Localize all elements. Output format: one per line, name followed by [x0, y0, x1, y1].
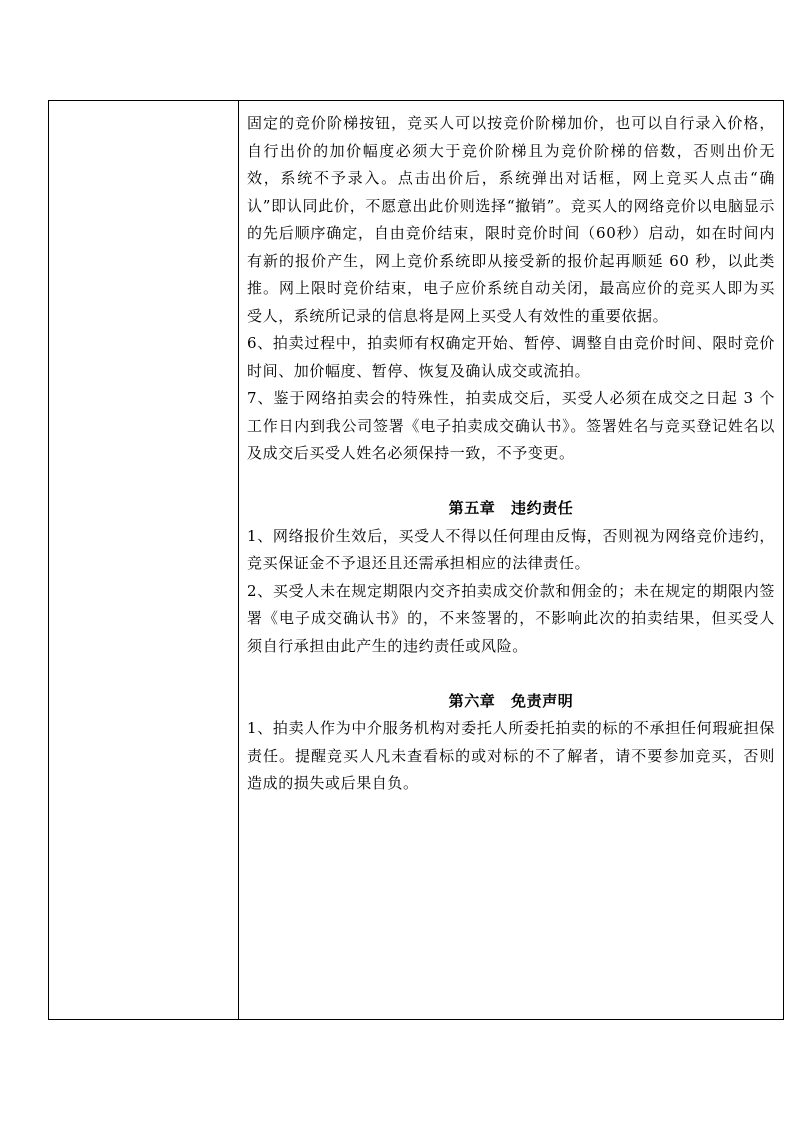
table-right-cell — [239, 101, 783, 1019]
online-auction-confirmation-paragraph: 7、鉴于网络拍卖会的特殊性，拍卖成交后，买受人必须在成交之日起 3 个工作日内到我公司签署《电子拍卖成交确认书》。签署姓名与竞买登记姓名以及成交后买受人姓名必须保持一致，不予变更。 — [247, 389, 775, 462]
chapter-6-clause-1: 1、拍卖人作为中介服务机构对委托人所委托拍卖的标的不承担任何瑕疵担保责任。提醒竞买人凡未查看标的或对标的不了解者，请不要参加竞买，否则造成的损失或后果自负。 — [247, 719, 775, 792]
chapter-5-heading: 第五章 违约责任 — [448, 499, 574, 517]
chapter-6-heading: 第六章 免责声明 — [448, 691, 574, 710]
section-spacer — [247, 660, 775, 688]
table-left-cell — [49, 101, 239, 1019]
bidding-rules-paragraph: 固定的竞价阶梯按钮，竞买人可以按竞价阶梯加价，也可以自行录入价格，自行出价的加价幅度必须大于竞价阶梯且为竞价阶梯的倍数，否则出价无效，系统不予录入。点击出价后，系统弹出对话框，网上竞买人点击“确认”即认同此价，不愿意出此价则选择“撤销”。竞买人的网络竞价以电脑显示的先后顺序确定，自由竞价结束，限时竞价时间（60秒）启动，如在时间内有新的报价产生，网上竞价系统即从接受新的报价起再顺延 60 秒，以此类推。网上限时竞价结束，电子应价系统自动关闭，最高应价的竞买人即为买受人，系统所记录的信息将是网上买受人有效性的重要依据。 — [247, 114, 775, 325]
chapter-5-clause-2: 2、买受人未在规定期限内交齐拍卖成交价款和佣金的；未在规定的期限内签署《电子成交确认书》的，不来签署的，不影响此次的拍卖结果，但买受人须自行承担由此产生的违约责任或风险。 — [247, 581, 775, 655]
content-table — [48, 100, 784, 1020]
auction-process-paragraph: 6、拍卖过程中，拍卖师有权确定开始、暂停、调整自由竞价时间、限时竞价时间、加价幅度、暂停、恢复及确认成交或流拍。 — [247, 334, 775, 380]
section-spacer — [247, 468, 775, 496]
chapter-5-clause-1: 1、网络报价生效后，买受人不得以任何理由反悔，否则视为网络竞价违约，竞买保证金不予退还且还需承担相应的法律责任。 — [247, 526, 775, 572]
